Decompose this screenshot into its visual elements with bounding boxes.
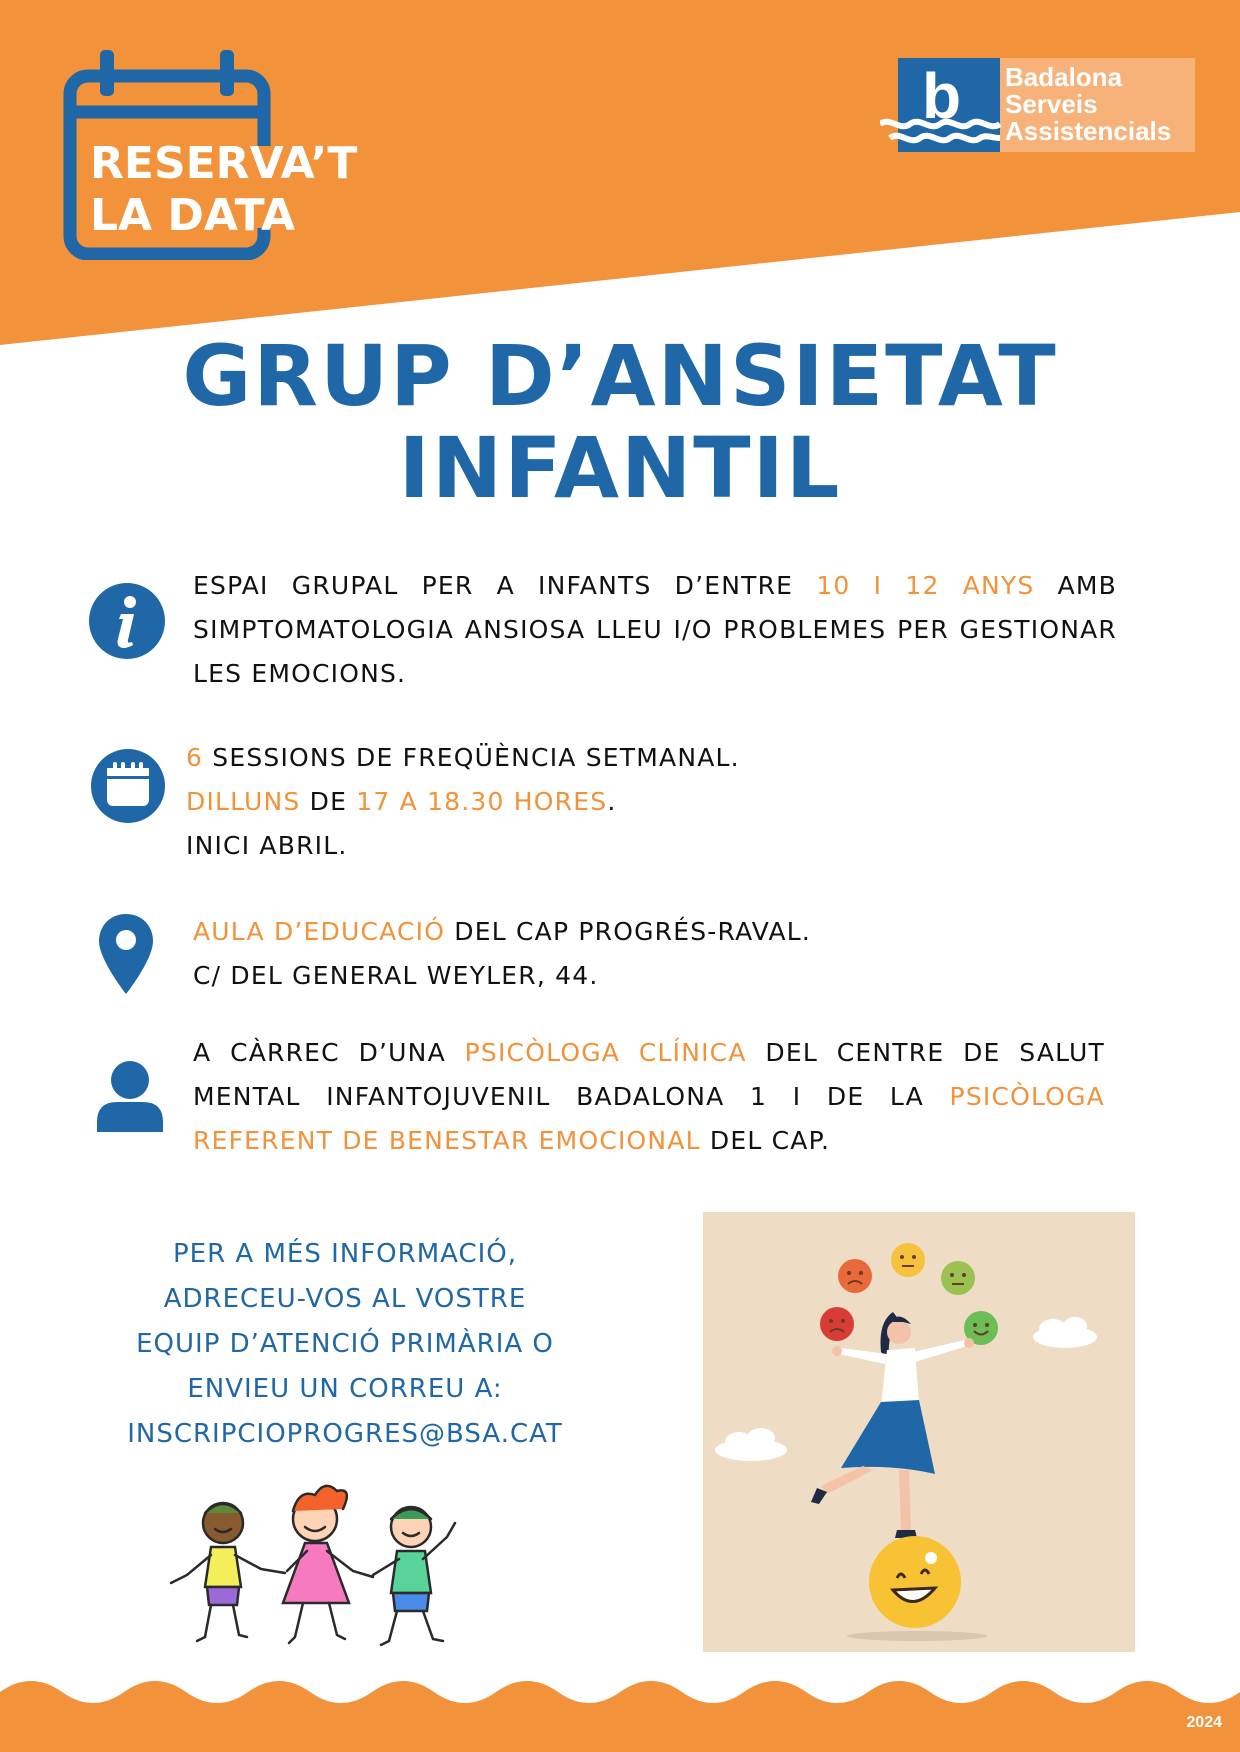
- contact-info: [80, 1232, 610, 1457]
- title-line-2: INFANTIL: [398, 419, 842, 517]
- staff-part-2: DEL CENTRE DE SALUT MENTAL INFANTOJUVENIL BADALONA 1 I DE LA: [193, 1038, 1105, 1111]
- schedule-text: [186, 736, 986, 868]
- calendar-icon: [90, 748, 166, 824]
- schedule-line-1: [186, 736, 986, 780]
- about-part-1: ESPAI GRUPAL PER A INFANTS D’ENTRE: [193, 571, 817, 600]
- brand-line-1: Badalona: [1005, 62, 1123, 92]
- badge-line-1: RESERVA’T: [90, 138, 358, 189]
- brand-name: [1005, 64, 1171, 145]
- staff-text: [193, 1031, 1105, 1163]
- staff-part-1: A CÀRREC D’UNA: [193, 1038, 465, 1067]
- info-icon: [88, 582, 166, 660]
- info-line-3: EQUIP D’ATENCIÓ PRIMÀRIA O: [136, 1329, 554, 1359]
- reserve-date-badge: [90, 138, 357, 242]
- person-icon: [95, 1060, 165, 1132]
- staff-role-2: PSICÒLOGA REFERENT DE BENESTAR EMOCIONAL: [193, 1082, 1105, 1155]
- info-line-1: PER A MÉS INFORMACIÓ,: [172, 1239, 518, 1269]
- about-part-2: AMB SIMPTOMATOLOGIA ANSIOSA LLEU I/O PROBLEMES PER GESTIONAR LES EMOCIONS.: [193, 571, 1117, 688]
- badge-line-2: LA DATA: [90, 189, 296, 241]
- session-count: 6: [186, 743, 204, 772]
- about-age-range: 10 I 12 ANYS: [816, 571, 1035, 600]
- juggler-illustration: [703, 1212, 1135, 1652]
- location-pin-icon: [97, 912, 155, 996]
- location-text: [193, 910, 1093, 998]
- schedule-connector: DE: [300, 787, 357, 816]
- staff-role-1: PSICÒLOGA CLÍNICA: [464, 1038, 747, 1067]
- info-line-4: ENVIEU UN CORREU A:: [187, 1374, 503, 1404]
- footer-wave-band: [0, 1670, 1240, 1752]
- schedule-period: .: [607, 787, 617, 816]
- location-center: DEL CAP PROGRÉS-RAVAL.: [445, 917, 812, 946]
- emotions-illustration: [703, 1212, 1135, 1652]
- staff-part-3: DEL CAP.: [700, 1126, 831, 1155]
- session-frequency: SESSIONS DE FREQÜÈNCIA SETMANAL.: [203, 743, 740, 772]
- info-line-2: ADRECEU-VOS AL VOSTRE: [163, 1284, 527, 1314]
- title-line-1: GRUP D’ANSIETAT: [182, 327, 1058, 425]
- weekday: DILLUNS: [186, 787, 301, 816]
- schedule-line-2: [186, 780, 986, 824]
- location-line-1: [193, 910, 1093, 954]
- footer-year: 2024: [1186, 1714, 1222, 1731]
- brand-line-2: Serveis: [1005, 89, 1098, 119]
- location-address: C/ DEL GENERAL WEYLER, 44.: [193, 961, 599, 990]
- location-room: AULA D’EDUCACIÓ: [193, 917, 446, 946]
- brand-mark: b: [922, 60, 962, 132]
- brand-line-3: Assistencials: [1005, 116, 1172, 146]
- about-text: [193, 564, 1117, 696]
- schedule-hours: 17 A 18.30 HORES: [356, 787, 608, 816]
- page-title: [0, 327, 1240, 517]
- contact-email[interactable]: INSCRIPCIOPROGRES@BSA.CAT: [127, 1419, 563, 1449]
- schedule-line-3: INICI ABRIL.: [186, 831, 348, 860]
- kids-holding-hands-illustration: [165, 1475, 520, 1655]
